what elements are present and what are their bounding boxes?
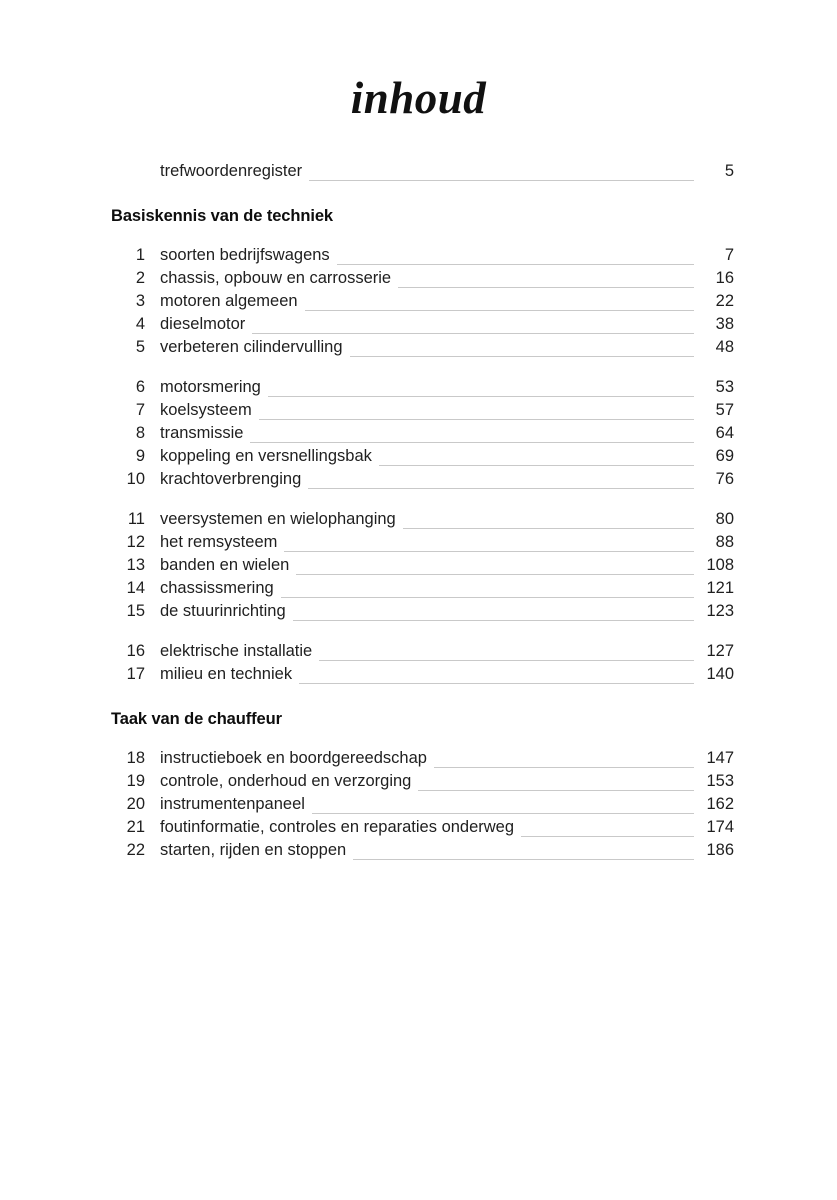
toc-entry-title: veersystemen en wielophanging xyxy=(160,510,396,528)
leader-line xyxy=(268,396,694,397)
toc-entry-title: koppeling en versnellingsbak xyxy=(160,447,372,465)
toc-entry[interactable] xyxy=(111,642,734,665)
toc-entry[interactable] xyxy=(111,556,734,579)
toc-entry-number: 21 xyxy=(126,818,145,836)
toc-entry-page: 162 xyxy=(706,795,734,813)
leader-line xyxy=(337,264,694,265)
leader-line xyxy=(403,528,694,529)
toc-entry-number: 7 xyxy=(135,401,145,419)
toc-entry-title: instructieboek en boordgereedschap xyxy=(160,749,427,767)
toc-entry-page: 140 xyxy=(706,665,734,683)
spacer xyxy=(111,688,734,710)
toc-entry-title: banden en wielen xyxy=(160,556,290,574)
leader-line xyxy=(284,551,694,552)
leader-line xyxy=(293,620,694,621)
toc-entry[interactable] xyxy=(111,447,734,470)
toc-entry-page: 57 xyxy=(715,401,734,419)
toc-group xyxy=(111,749,734,864)
leader-line xyxy=(250,442,694,443)
toc-entry[interactable] xyxy=(111,818,734,841)
leader-line xyxy=(281,597,694,598)
toc-entry-page: 153 xyxy=(706,772,734,790)
leader-line xyxy=(434,767,694,768)
leader-line xyxy=(350,356,694,357)
spacer xyxy=(111,226,734,246)
toc-entry-title: foutinformatie, controles en reparaties onderweg xyxy=(160,818,515,836)
leader-line xyxy=(312,813,694,814)
leader-line xyxy=(309,180,694,181)
toc-entry-page: 121 xyxy=(706,579,734,597)
leader-line xyxy=(398,287,694,288)
toc-group xyxy=(111,642,734,688)
toc-entry-title: chassissmering xyxy=(160,579,274,597)
toc-entry-title: koelsysteem xyxy=(160,401,252,419)
toc-entry-page: 88 xyxy=(715,533,734,551)
toc-entry-page: 76 xyxy=(715,470,734,488)
toc-entry-title: het remsysteem xyxy=(160,533,278,551)
toc-entry-title: motoren algemeen xyxy=(160,292,298,310)
toc-entry-title: chassis, opbouw en carrosserie xyxy=(160,269,392,287)
spacer xyxy=(111,625,734,642)
toc-entry-title: motorsmering xyxy=(160,378,261,396)
toc-entry-number: 14 xyxy=(126,579,145,597)
toc-entry-page: 64 xyxy=(715,424,734,442)
toc-entry[interactable] xyxy=(111,772,734,795)
toc-entry[interactable] xyxy=(111,292,734,315)
spacer xyxy=(111,729,734,749)
spacer xyxy=(111,493,734,510)
toc-entry-number: 17 xyxy=(126,665,145,683)
spacer xyxy=(111,185,734,207)
toc-entry-number: 22 xyxy=(126,841,145,859)
toc-entry-title: krachtoverbrenging xyxy=(160,470,302,488)
toc-group xyxy=(111,378,734,493)
toc-entry-number: 18 xyxy=(126,749,145,767)
toc-group xyxy=(111,246,734,361)
toc-entry-title: trefwoordenregister xyxy=(160,162,303,180)
leader-line xyxy=(259,419,694,420)
toc-entry-title: dieselmotor xyxy=(160,315,246,333)
leader-line xyxy=(252,333,694,334)
toc-entry-number: 19 xyxy=(126,772,145,790)
leader-line xyxy=(353,859,694,860)
toc-entry-page: 108 xyxy=(706,556,734,574)
toc-entry-number: 1 xyxy=(135,246,145,264)
toc-entry-title: de stuurinrichting xyxy=(160,602,286,620)
toc-entry[interactable] xyxy=(111,401,734,424)
toc-entry-title: starten, rijden en stoppen xyxy=(160,841,347,859)
toc-entry[interactable] xyxy=(111,246,734,269)
toc-entry-number: 12 xyxy=(126,533,145,551)
spacer xyxy=(111,361,734,378)
toc-entry-title: controle, onderhoud en verzorging xyxy=(160,772,412,790)
table-of-contents xyxy=(111,162,734,864)
toc-entry[interactable] xyxy=(111,378,734,401)
toc-entry-page: 22 xyxy=(715,292,734,310)
toc-entry-number: 10 xyxy=(126,470,145,488)
toc-entry-page: 7 xyxy=(724,246,734,264)
toc-entry-page: 186 xyxy=(706,841,734,859)
leader-line xyxy=(521,836,694,837)
toc-entry[interactable] xyxy=(111,602,734,625)
toc-entry[interactable] xyxy=(111,841,734,864)
toc-group xyxy=(111,510,734,625)
toc-entry-title: verbeteren cilindervulling xyxy=(160,338,343,356)
toc-entry-page: 174 xyxy=(706,818,734,836)
toc-entry-page: 147 xyxy=(706,749,734,767)
toc-entry[interactable] xyxy=(111,665,734,688)
toc-entry[interactable] xyxy=(111,579,734,602)
toc-entry-page: 123 xyxy=(706,602,734,620)
toc-entry-number: 3 xyxy=(135,292,145,310)
toc-entry-page: 80 xyxy=(715,510,734,528)
page-title: inhoud xyxy=(350,73,487,123)
toc-entry-number: 2 xyxy=(135,269,145,287)
toc-entry-page: 38 xyxy=(715,315,734,333)
section-heading-basiskennis: Basiskennis van de techniek xyxy=(111,207,333,225)
toc-entry[interactable] xyxy=(111,510,734,533)
toc-entry-number: 9 xyxy=(135,447,145,465)
toc-entry-page: 69 xyxy=(715,447,734,465)
toc-entry-page: 48 xyxy=(715,338,734,356)
leader-line xyxy=(319,660,694,661)
toc-entry-title: milieu en techniek xyxy=(160,665,293,683)
toc-entry[interactable] xyxy=(111,315,734,338)
toc-entry-number: 13 xyxy=(126,556,145,574)
toc-entry[interactable] xyxy=(111,338,734,361)
leader-line xyxy=(379,465,694,466)
toc-entry-number: 20 xyxy=(126,795,145,813)
toc-entry-page: 53 xyxy=(715,378,734,396)
toc-entry-page: 5 xyxy=(724,162,734,180)
toc-entry[interactable] xyxy=(111,269,734,292)
leader-line xyxy=(308,488,694,489)
toc-entry-number: 11 xyxy=(127,510,145,528)
toc-entry-page: 16 xyxy=(715,269,734,287)
toc-entry-title: elektrische installatie xyxy=(160,642,313,660)
toc-entry[interactable] xyxy=(111,795,734,818)
toc-entry-number: 5 xyxy=(135,338,145,356)
toc-entry-number: 8 xyxy=(135,424,145,442)
toc-entry-title: soorten bedrijfswagens xyxy=(160,246,330,264)
toc-entry-number: 16 xyxy=(126,642,145,660)
toc-entry[interactable] xyxy=(111,749,734,772)
toc-entry-number: 15 xyxy=(126,602,145,620)
leader-line xyxy=(296,574,694,575)
toc-entry[interactable] xyxy=(111,470,734,493)
toc-entry-trefwoordenregister[interactable] xyxy=(111,162,734,185)
leader-line xyxy=(305,310,694,311)
leader-line xyxy=(299,683,694,684)
section-heading-taak-van-de-chauffeur: Taak van de chauffeur xyxy=(111,710,282,728)
toc-entry-number: 6 xyxy=(135,378,145,396)
toc-entry[interactable] xyxy=(111,533,734,556)
toc-entry-number: 4 xyxy=(135,315,145,333)
leader-line xyxy=(418,790,694,791)
toc-entry[interactable] xyxy=(111,424,734,447)
toc-entry-page: 127 xyxy=(706,642,734,660)
toc-entry-title: instrumentenpaneel xyxy=(160,795,305,813)
toc-entry-title: transmissie xyxy=(160,424,244,442)
